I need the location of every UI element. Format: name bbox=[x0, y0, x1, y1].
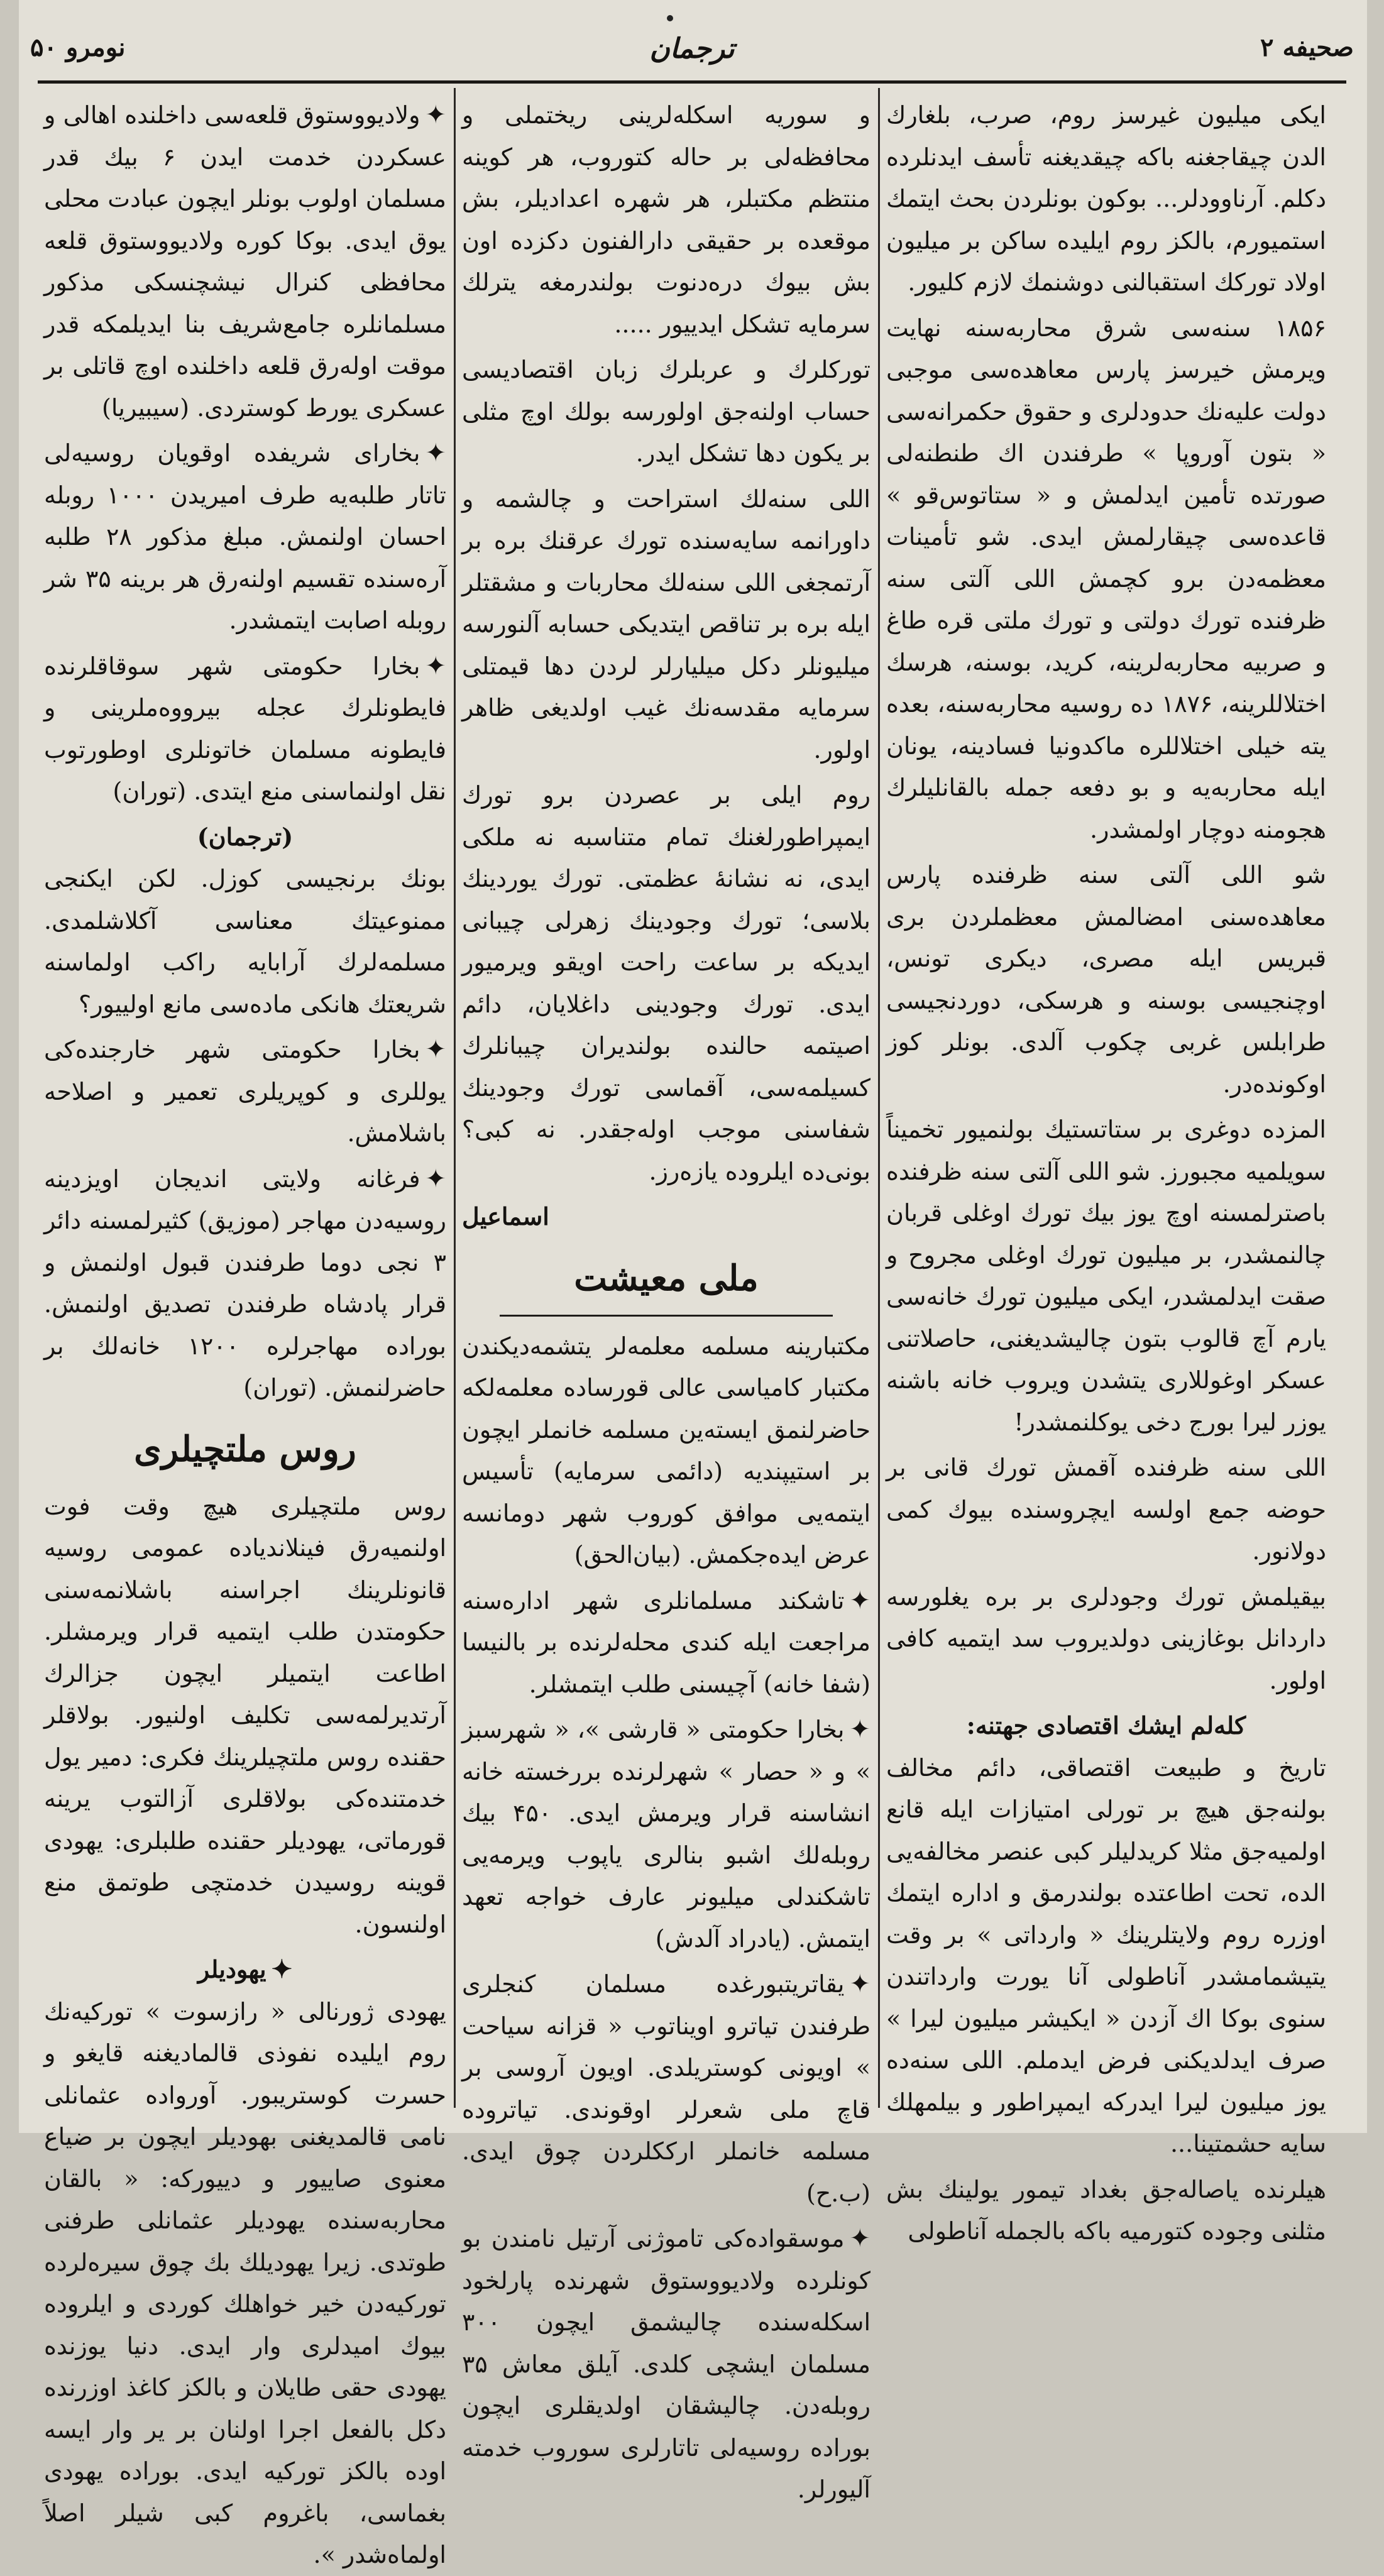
article-subheading: کله‌لم ایشك اقتصادی جهتنه: bbox=[966, 1711, 1246, 1740]
news-item: مکتبارینه مسلمه معلمه‌لر یتشمه‌دیکندن مکتبار کامیاسی عالی قورساده معلمه‌لکه حاضرلنمق ایسته‌ین مسلمه خانملر ایچون بر استیپندیه (دائمی سرمایه) تأسیس ایتمه‌یی موافق کوروب شهر دومانسه عرض ایده‌جکمش. (بیان‌الحق) bbox=[462, 1332, 870, 1569]
source-credit: (ب.ح) bbox=[806, 2179, 870, 2207]
article-paragraph: ۱۸۵۶ سنه‌سی شرق محاربه‌سنه نهایت ویرمش خیرسز پارس معاهده‌سی موجبی دولت علیه‌نك حدودلری و حقوق حکمرانه‌سی « بتون آوروپا » طرفندن اك طنطنه‌لی صورتده تأمین ایدلمش و « ستاتوس‌قو » قاعده‌سی چیقارلمش ایدی. شو تأمینات معظمه‌دن برو کچمش اللی آلتی سنه ظرفنده تورك دولتی و تورك ملتی قره طاغ و صربیه محاربه‌لرینه، کرید، بوسنه، هرسك اختلاللرینه، ۱۸۷۶ ده روسیه محاربه‌سنه، بعده یته خیلی اختلاللره ماکدونیا فسادینه، یونان ایله محاربه‌یه و بو دفعه جمله بالقانلیلرك هجومنه دوچار اولمشدر. bbox=[886, 314, 1326, 843]
bullet-icon: ✦ bbox=[849, 1970, 870, 1998]
news-item: ✦بخارا حکومتی شهر خارجنده‌کی یوللری و کوپریلری تعمیر و اصلاحه باشلامش. bbox=[44, 1035, 446, 1147]
article-paragraph: و سوریه اسکله‌لرینی ریختملی و محافظه‌لی بر حاله کتوروب، هر کوینه منتظم مکتبلر، هر شهره اعدادیلر، بش موقعده بر حقیقی دارالفنون دکزده اون بش بیوك دره‌دنوت بولندرمغه یترلك سرمایه تشکل ایدییور ..... bbox=[462, 101, 870, 338]
source-credit: (سیبیریا) bbox=[102, 393, 190, 422]
left-column bbox=[44, 94, 447, 2568]
bullet-icon: ✦ bbox=[425, 1164, 446, 1193]
news-item: ✦یقاتریتبورغده مسلمان کنجلری طرفندن تیاترو اویناتوب « قزانه سیاحت » اویونی کوستریلدی. اویون آروسی بر قاچ ملی شعرلر اوقوندی. تیاتروده مسلمه خانملر ارککلردن چوق ایدی. (ب.ح) bbox=[462, 1970, 870, 2207]
article-paragraph: المزده دوغری بر ستاتستیك بولنمیور تخمیناً سویلمیه مجبورز. شو اللی آلتی سنه ظرفنده باصترلمسنه اوچ یوز بیك تورك اوغلی قربان چالنمشدر، بر میلیون تورك اوغلی مجروح و صقت ایدلمشدر، ایکی میلیون تورك خانه‌سی یارم آچ قالوب بتون چالیشدیغنی، حاصلاتنی عسکر اوغوللاری یتشدن ویروب خانه باشنه یوزر لیرا بورج دخی یوکلنمشدر! bbox=[886, 1115, 1326, 1436]
article-paragraph: هیلرنده یاصاله‌جق بغداد تیمور یولینك بش مثلنی وجوده کتورمیه باکه بالجمله آناطولی bbox=[886, 2175, 1326, 2245]
author-signature: اسماعیل bbox=[462, 1202, 549, 1230]
bullet-icon: ✦ bbox=[425, 439, 446, 468]
article-paragraph: اللی سنه ظرفنده آقمش تورك قانی بر حوضه جمع اولسه ایچروسنده بیوك کمی دولانور. bbox=[886, 1454, 1326, 1565]
source-credit: (یادراد آلدش) bbox=[655, 1924, 791, 1953]
page-label: صحیفه ۲ bbox=[1260, 33, 1354, 62]
bullet-icon: ✦ bbox=[849, 1715, 870, 1744]
article-paragraph: روس ملتچیلری هیچ وقت فوت اولنمیه‌رق فینلاندیاده عمومی روسیه قانونلرینك اجراسنه باشلانمه‌سنی حکومتدن طلب ایتمیه قرار ویرمشلر. اطاعت ایتمیلر ایچون جزالرك آرتدیرلمه‌سی تکلیف اولنیور. بولاقلر حقنده روس ملتچیلرینك فکری: دمیر یول خدمتنده‌کی بولاقلری آزالتوب یرینه قورماتی، یهودیلر حقنده طلبلری: یهودی قوینه روسیدن خدمتچی طوتمق منع اولنسون. bbox=[44, 1492, 446, 1938]
article-paragraph: یهودی ژورنالی « رازسوت » تورکیه‌نك روم ایلیده نفوذی قالمادیغنه قایغو و حسرت کوستریبور. آورواده عثمانلی نامی قالمدیغنی بهودیلر ایچون بر ضیاع معنوی صاییور و دییورکه: « بالقان محاربه‌سنده یهودیلر عثمانلی طرفنی طوتدی. زیرا یهودیلك بك چوق سیره‌لرده تورکیه‌دن خیر خواهلك کوردی و ایلروده بیوك امیدلری وار ایدی. دنیا یوزنده یهودی حقی طایلان و بالکز کاغذ اوزرنده دکل بالفعل اجرا اولنان بر یر وار ایسه اوده بالکز تورکیه ایدی. بوراده یهودی بغماسی، باغروم کبی شیلر اصلاً اولماه‌شدر ». bbox=[44, 1997, 446, 2568]
section-heading-jews: ✦یهودیلر bbox=[197, 1954, 293, 1984]
news-item: ✦بخارای شریفده اوقویان روسیه‌لی تاتار طلبه‌یه طرف امیریدن ۱۰۰۰ روبله احسان اولنمش. مبلغ مذکور ۲۸ طلبه آره‌سنده تقسیم اولنه‌رق هر برینه ۳۵ شر روبله اصابت ایتمشدر. bbox=[44, 439, 447, 634]
article-paragraph: تورکلرك و عربلرك زبان اقتصادیسی حساب اولنه‌جق اولورسه بولك اوچ مثلی بر یکون دها تشکل ایدر. bbox=[462, 356, 870, 467]
bullet-icon: ✦ bbox=[849, 2224, 870, 2253]
column-separator-left bbox=[454, 88, 456, 2108]
source-credit: (توران) bbox=[243, 1374, 317, 1401]
bullet-icon: ✦ bbox=[271, 1954, 293, 1984]
article-paragraph: ایکی میلیون غیرسز روم، صرب، بلغارك الدن چیقاجغنه باکه چیقدیغنه تأسف ایدنلرده دکلم. آرناوودلر... بوکون بونلردن بحث ایتمك استمیورم، بالکز روم ایلیده ساکن بر میلیون اولاد تورکك استقبالنی دوشنمك لازم کلیور. bbox=[886, 101, 1326, 296]
article-paragraph: اللی سنه‌لك استراحت و چالشمه و داورانمه سایه‌سنده تورك عرقنك بره بر آرتمجغی اللی سنه‌لك محاربات و مشقتلر ایله بره بر تناقص ایتدیکی حسابه آلنورسه میلیونلر دکل میلیارلر لردن دها قیمتلی سرمایه مقدسه‌نك غیب اولدیغی ظاهر اولور. bbox=[462, 485, 870, 764]
column-separator-right bbox=[878, 88, 880, 2108]
article-paragraph: بیقیلمش تورك وجودلری بر بره یغلورسه داردانل بوغازینی دولدیروب سد ایتمیه کافی اولور. bbox=[886, 1582, 1326, 1694]
bullet-icon: ✦ bbox=[425, 1035, 446, 1064]
bullet-icon: ✦ bbox=[425, 101, 446, 129]
news-item: ✦بخارا حکومتی « قارشی »، « شهرسبز » و « حصار » شهرلرنده بررخسته خانه انشاسنه قرار ویرمش ایدی. ۴۵۰ بیك روبله‌لك اشبو بنالری یاپوب ویرمه‌یی تاشکندلی میلیونر عارف خواجه تعهد ایتمش. (یادراد آلدش) bbox=[462, 1715, 870, 1953]
article-paragraph: شو اللی آلتی سنه ظرفنده پارس معاهده‌سنی امضالمش معظملردن بری قبریس ایله مصری، دیکری تونس، اوچنجیسی بوسنه و هرسکی، دوردنجیسی طرابلس غربی چکوب آلدی. بونلر کوز اوکونده‌در. bbox=[886, 861, 1326, 1098]
news-item: ✦موسقواده‌کی تاموژنی آرتیل نامندن بو کونلرده ولادیووستوق شهرنده پارلخود اسکله‌سنده چالیشمق ایچون ۳۰۰ مسلمان ایشچی کلدی. آیلق معاش ۳۵ روبله‌دن. چالیشقان اولدیقلری ایچون بوراده روسیه‌لی تاتارلری سوروب خدمته آلیورلر. bbox=[462, 2224, 870, 2503]
section-divider bbox=[500, 1315, 833, 1317]
header-rule bbox=[38, 80, 1346, 84]
section-heading-russian-nationalists: روس ملتچیلری bbox=[134, 1428, 356, 1470]
article-paragraph: بونك برنجیسی کوزل. لکن ایکنجی ممنوعیتك معناسی آکلاشلمدی. مسلمه‌لرك آرابایه راکب اولماسنه شریعتك هانکی ماده‌سی مانع اولییور؟ bbox=[44, 865, 446, 1018]
middle-column bbox=[462, 94, 870, 2503]
news-item: ✦تاشکند مسلمانلری شهر اداره‌سنه مراجعت ایله کندی محله‌لرنده بر بالنیسا (شفا خانه) آچیسنی طلب ایتمشلر. bbox=[462, 1586, 870, 1698]
issue-number: نومرو ۵۰ bbox=[30, 33, 126, 62]
right-column bbox=[886, 94, 1326, 2245]
bullet-icon: ✦ bbox=[425, 651, 446, 681]
news-item: ✦بخارا حکومتی شهر سوقاقلرنده فایطونلرك عجله بیرووه‌ملرینی و فایطونه مسلمان خاتونلری اوطورتوب نقل اولنماسنی منع ایتدی. (توران) bbox=[44, 651, 446, 805]
newspaper-title: ترجمان bbox=[649, 33, 735, 65]
source-credit: (توران) bbox=[113, 777, 187, 805]
page-header bbox=[19, 15, 1365, 84]
section-title: ملی معیشت bbox=[574, 1257, 759, 1299]
header-dot bbox=[667, 15, 673, 21]
source-credit: (بیان‌الحق) bbox=[574, 1541, 681, 1569]
news-item: ✦فرغانه ولایتی اندیجان اویزدینه روسیه‌دن مهاجر (موزیق) کثیرلمسنه دائر ۳ نجی دوما طرفندن قبول اولنمش و قرار پادشاه طرفندن تصدیق اولنمش. بوراده مهاجرلره ۱۲۰۰ خانه‌لك بر حاضرلنمش. (توران) bbox=[44, 1164, 446, 1401]
news-item: ✦ولادیووستوق قلعه‌سی داخلنده اهالی و عسکردن خدمت ایدن ۶ بیك قدر مسلمان اولوب بونلر ایچون عبادت محلی یوق ایدی. بوکا کوره ولادیووستوق قلعه محافظی کنرال نیشچنسکی مذکور مسلمانلره جامع‌شریف بنا ایدیلمکه قدر موقت اولەرق قلعه داخلنده اوچ قاتلی بر عسکری یورط کوستردی. (سیبیریا) bbox=[44, 101, 446, 422]
bullet-icon: ✦ bbox=[849, 1586, 870, 1615]
source-credit: (ترجمان) bbox=[197, 822, 294, 851]
article-paragraph: تاریخ و طبیعت اقتصاقی، دائم مخالف بولنه‌جق هیچ بر تورلی امتیازات ایله قانع اولمیه‌جق مثلا کریدلیلر کبی عنصر مخالفه‌یی الده، تحت اطاعتده بولندرمق و اداره ایتمك اوزره روم ولایتلرینك « وارداتی » بر وقت یتیشمامشدر آناطولی آنا یورت وارداتندن سنوی بوکا اك آزدن « ایکیشر میلیون لیرا » صرف ایدلدیکنی فرض ایدملم. اللی سنه‌ده یوز میلیون لیرا ایدرکه ایمپراطور و بیلمهلك سایه حشمتینا... bbox=[886, 1753, 1326, 2157]
article-paragraph: روم ایلی بر عصردن برو تورك ایمپراطورلغنك تمام متناسبه نه ملکی ایدی، نه نشانهٔ عظمتی. تورك یوردینك بلاسی؛ تورك وجودینك زهرلی چیبانی ایدیکه بر ساعت راحت اویقو ویرمیور ایدی. تورك وجودینی داغلایان، دائم اصیتمه حالنده بولندیران چیبانلرك کسیلمه‌سی، آقماسی تورك وجودینك شفاسنی موجب اوله‌جقدر. نه کبی؟ بونی‌ده ایلروده یازه‌رز. bbox=[462, 781, 870, 1185]
